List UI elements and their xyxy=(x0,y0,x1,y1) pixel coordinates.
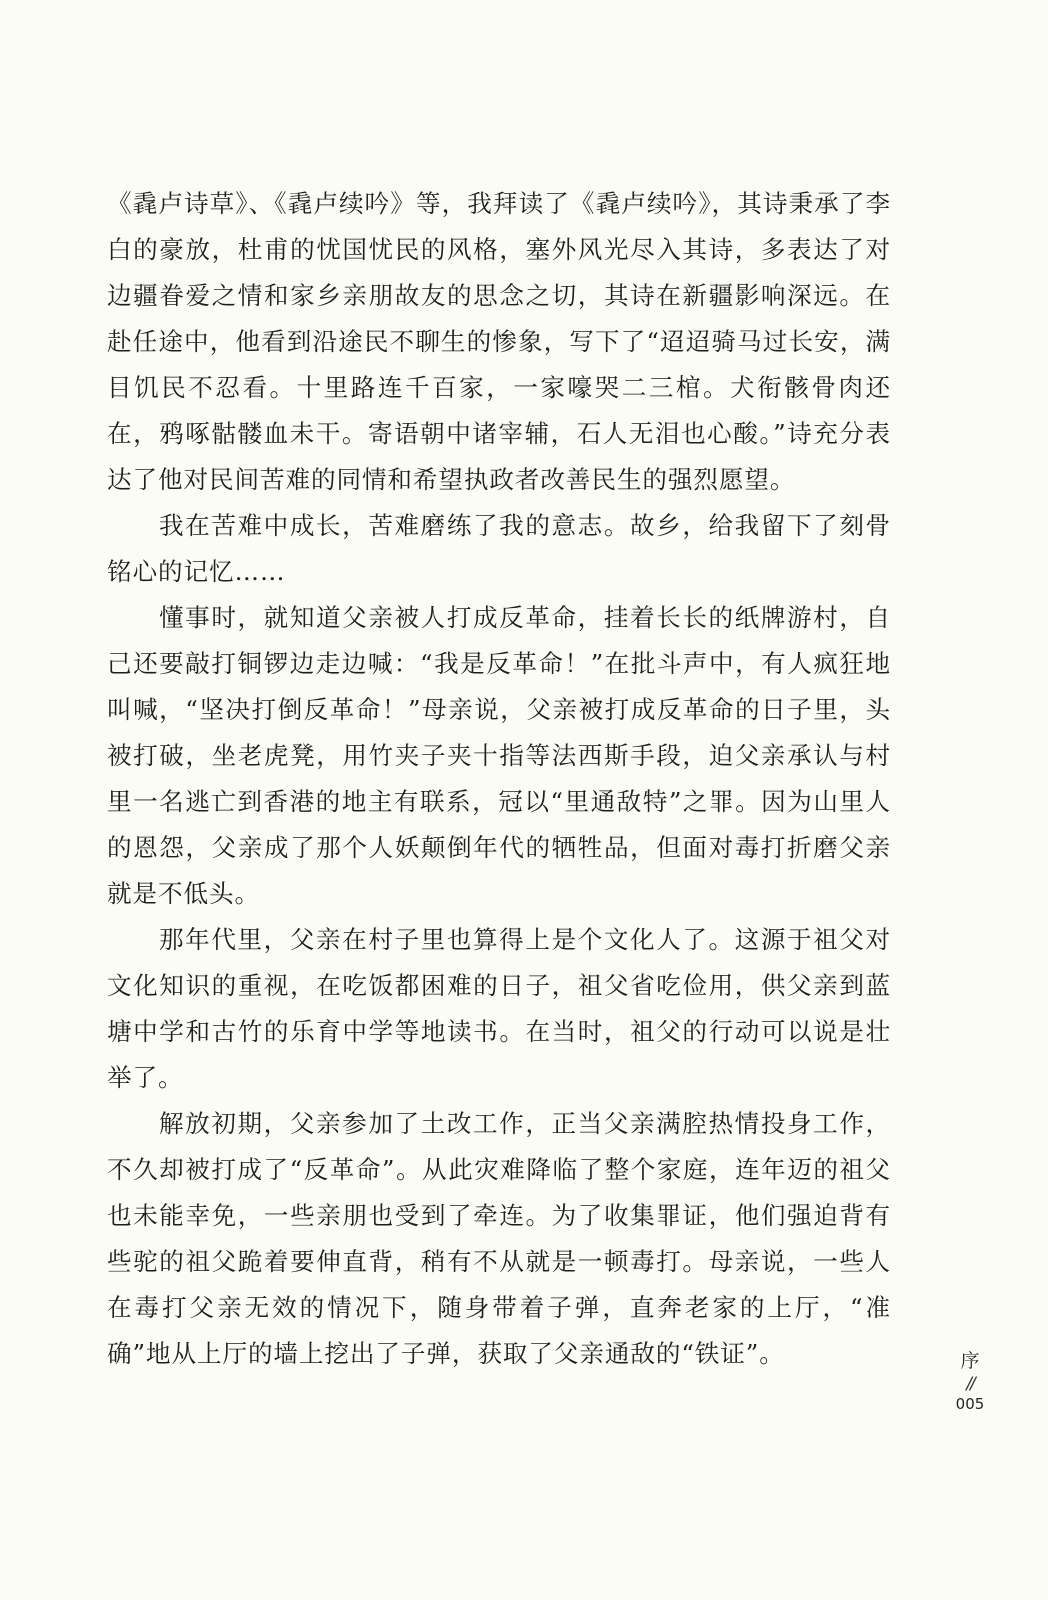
body-text xyxy=(107,181,891,1377)
paragraph: 《毳卢诗草》、《毳卢续吟》等，我拜读了《毳卢续吟》，其诗秉承了李白的豪放，杜甫的忧国忧民的风格，塞外风光尽入其诗，多表达了对边疆眷爱之情和家乡亲朋故友的思念之切，其诗在新疆影响深远。在赴任途中，他看到沿途民不聊生的惨象，写下了“迢迢骑马过长安，满目饥民不忍看。十里路连千百家，一家嚎哭二三棺。犬衔骸骨肉还在，鸦啄骷髅血未干。寄语朝中诸宰辅，石人无泪也心酸。”诗充分表达了他对民间苦难的同情和希望执政者改善民生的强烈愿望。 xyxy=(107,189,891,494)
separator-mark: // xyxy=(966,1374,974,1394)
paragraph: 我在苦难中成长，苦难磨练了我的意志。故乡，给我留下了刻骨铭心的记忆…… xyxy=(107,511,891,586)
paragraph: 解放初期，父亲参加了土改工作，正当父亲满腔热情投身工作，不久却被打成了“反革命”。从此灾难降临了整个家庭，连年迈的祖父也未能幸免，一些亲朋也受到了牵连。为了收集罪证，他们强迫背有些驼的祖父跪着要伸直背，稍有不从就是一顿毒打。母亲说，一些人在毒打父亲无效的情况下，随身带着子弹，直奔老家的上厅，“准确”地从上厅的墙上挖出了子弹，获取了父亲通敌的“铁证”。 xyxy=(107,1109,891,1368)
page-number: 005 xyxy=(955,1395,985,1413)
paragraph: 懂事时，就知道父亲被人打成反革命，挂着长长的纸牌游村，自己还要敲打铜锣边走边喊：“我是反革命！”在批斗声中，有人疯狂地叫喊，“坚决打倒反革命！”母亲说，父亲被打成反革命的日子里，头被打破，坐老虎凳，用竹夹子夹十指等法西斯手段，迫父亲承认与村里一名逃亡到香港的地主有联系，冠以“里通敌特”之罪。因为山里人的恩怨，父亲成了那个人妖颠倒年代的牺牲品，但面对毒打折磨父亲就是不低头。 xyxy=(107,603,891,908)
paragraph: 那年代里，父亲在村子里也算得上是个文化人了。这源于祖父对文化知识的重视，在吃饭都困难的日子，祖父省吃俭用，供父亲到蓝塘中学和古竹的乐育中学等地读书。在当时，祖父的行动可以说是壮举了。 xyxy=(107,925,891,1092)
margin-note xyxy=(950,1348,990,1414)
section-title: 序 xyxy=(960,1350,980,1372)
